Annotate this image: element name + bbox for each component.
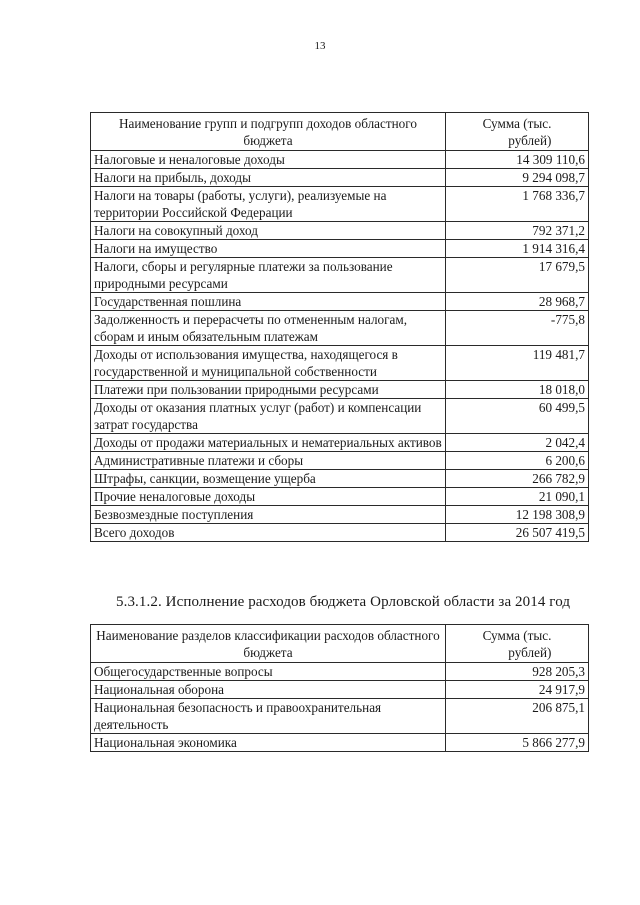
row-name-cell: Налоги на имущество: [91, 240, 446, 258]
table-row: [91, 734, 589, 752]
table-row: [91, 222, 589, 240]
table-row: [91, 346, 589, 381]
table-row: [91, 187, 589, 222]
row-amount-cell: 21 090,1: [446, 488, 589, 506]
table-row: [91, 488, 589, 506]
row-amount-cell: 206 875,1: [446, 699, 589, 734]
row-name-cell: Штрафы, санкции, возмещение ущерба: [91, 470, 446, 488]
table-row: [91, 381, 589, 399]
row-name-cell: Налоговые и неналоговые доходы: [91, 151, 446, 169]
row-amount-cell: 28 968,7: [446, 293, 589, 311]
expense-sum-header-line2: рублей): [508, 645, 552, 660]
table-row: [91, 258, 589, 293]
table-row: [91, 151, 589, 169]
row-name-cell: Налоги на товары (работы, услуги), реализуемые на территории Российской Федерации: [91, 187, 446, 222]
row-amount-cell: 1 768 336,7: [446, 187, 589, 222]
row-amount-cell: 18 018,0: [446, 381, 589, 399]
row-amount-cell: 24 917,9: [446, 681, 589, 699]
row-amount-cell: 928 205,3: [446, 663, 589, 681]
row-amount-cell: 119 481,7: [446, 346, 589, 381]
expense-sum-column-header: [446, 625, 589, 663]
income-name-column-header: Наименование групп и подгрупп доходов областного бюджета: [91, 113, 446, 151]
row-name-cell: Задолженность и перерасчеты по отмененным налогам, сборам и иным обязательным платежам: [91, 311, 446, 346]
table-row: [91, 434, 589, 452]
row-name-cell: Общегосударственные вопросы: [91, 663, 446, 681]
row-name-cell: Доходы от продажи материальных и нематериальных активов: [91, 434, 446, 452]
expense-table-body: [91, 663, 589, 752]
row-amount-cell: 5 866 277,9: [446, 734, 589, 752]
row-name-cell: Платежи при пользовании природными ресурсами: [91, 381, 446, 399]
section-heading: 5.3.1.2. Исполнение расходов бюджета Орловской области за 2014 год: [116, 594, 571, 610]
row-amount-cell: 9 294 098,7: [446, 169, 589, 187]
row-name-cell: Национальная оборона: [91, 681, 446, 699]
row-amount-cell: 792 371,2: [446, 222, 589, 240]
table-row: [91, 452, 589, 470]
table-row: [91, 399, 589, 434]
expense-sum-header-line1: Сумма (тыс.: [482, 628, 552, 643]
table-row: [91, 311, 589, 346]
row-name-cell: Всего доходов: [91, 524, 446, 542]
table-row: [91, 293, 589, 311]
row-name-cell: Налоги, сборы и регулярные платежи за пользование природными ресурсами: [91, 258, 446, 293]
row-name-cell: Налоги на прибыль, доходы: [91, 169, 446, 187]
page-number: 13: [314, 40, 326, 52]
income-table-header-row: [91, 113, 589, 151]
row-amount-cell: 6 200,6: [446, 452, 589, 470]
table-row: [91, 699, 589, 734]
row-amount-cell: 12 198 308,9: [446, 506, 589, 524]
income-table-body: [91, 151, 589, 542]
row-amount-cell: 17 679,5: [446, 258, 589, 293]
row-name-cell: Доходы от использования имущества, находящегося в государственной и муниципальной собственности: [91, 346, 446, 381]
row-amount-cell: 266 782,9: [446, 470, 589, 488]
row-name-cell: Административные платежи и сборы: [91, 452, 446, 470]
row-name-cell: Государственная пошлина: [91, 293, 446, 311]
row-amount-cell: -775,8: [446, 311, 589, 346]
row-name-cell: Безвозмездные поступления: [91, 506, 446, 524]
row-name-cell: Национальная безопасность и правоохранительная деятельность: [91, 699, 446, 734]
row-amount-cell: 26 507 419,5: [446, 524, 589, 542]
income-table: [90, 112, 589, 542]
row-amount-cell: 2 042,4: [446, 434, 589, 452]
expense-table-header-row: [91, 625, 589, 663]
row-amount-cell: 1 914 316,4: [446, 240, 589, 258]
row-name-cell: Национальная экономика: [91, 734, 446, 752]
expense-table: [90, 624, 589, 752]
row-name-cell: Прочие неналоговые доходы: [91, 488, 446, 506]
table-row: [91, 169, 589, 187]
expense-name-column-header: Наименование разделов классификации расходов областного бюджета: [91, 625, 446, 663]
table-row: [91, 470, 589, 488]
income-sum-header-line1: Сумма (тыс.: [482, 116, 552, 131]
income-sum-column-header: [446, 113, 589, 151]
row-amount-cell: 60 499,5: [446, 399, 589, 434]
table-row: [91, 663, 589, 681]
table-row: [91, 506, 589, 524]
table-row: [91, 524, 589, 542]
row-name-cell: Налоги на совокупный доход: [91, 222, 446, 240]
row-name-cell: Доходы от оказания платных услуг (работ) и компенсации затрат государства: [91, 399, 446, 434]
row-amount-cell: 14 309 110,6: [446, 151, 589, 169]
table-row: [91, 240, 589, 258]
income-sum-header-line2: рублей): [508, 133, 552, 148]
table-row: [91, 681, 589, 699]
